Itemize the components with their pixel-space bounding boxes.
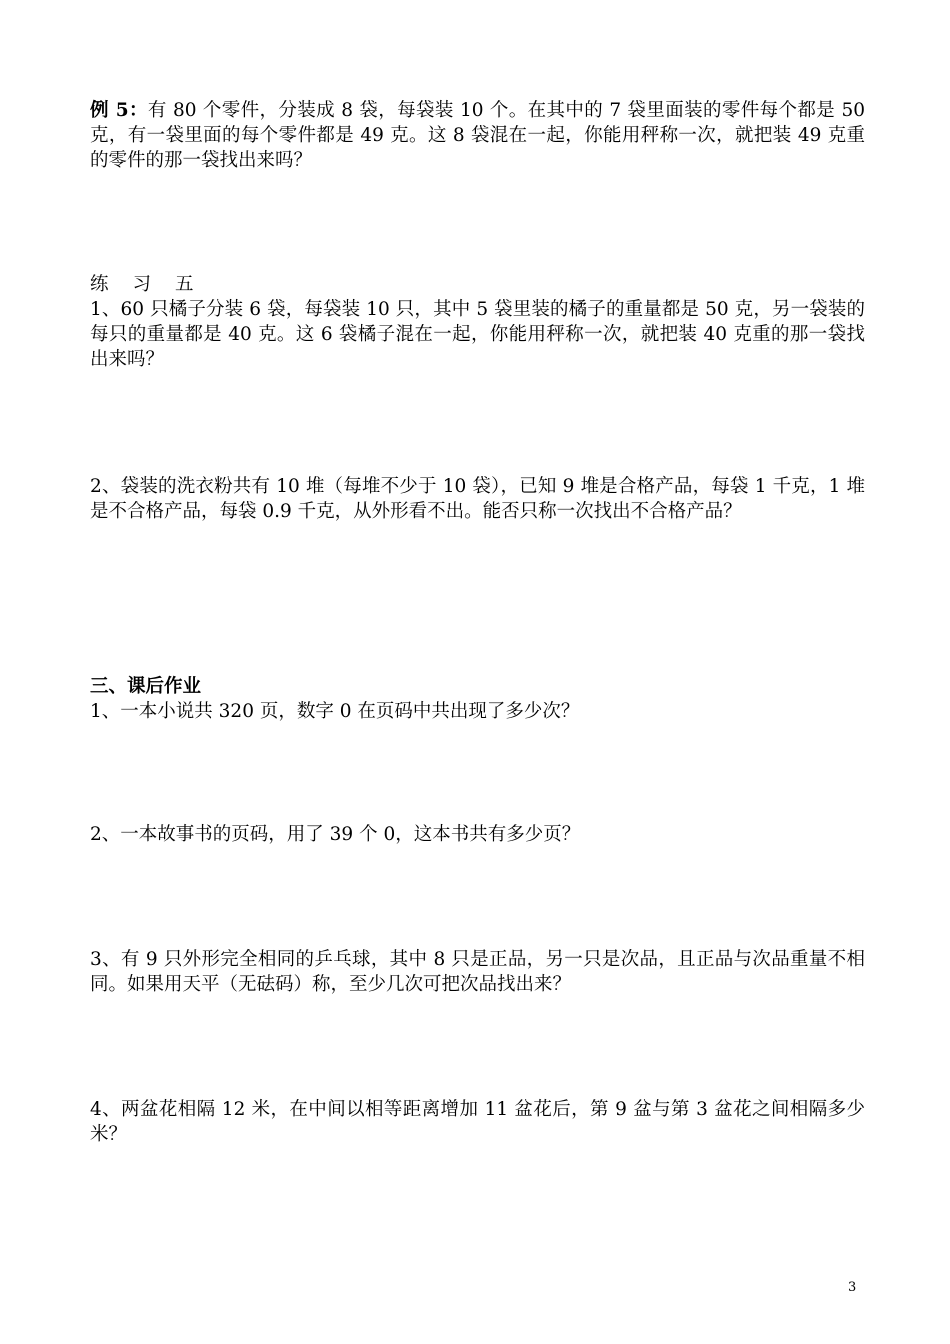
practice-5-heading-char-3: 五 [175,274,194,295]
page-number: 3 [848,1280,857,1295]
homework-item-2: 2、一本故事书的页码，用了 39 个 0，这本书共有多少页？ [90,824,581,845]
homework-item-1: 1、一本小说共 320 页，数字 0 在页码中共出现了多少次？ [90,701,580,722]
example-5-paragraph [90,98,865,173]
practice-5-item-1: 1、60 只橘子分装 6 袋，每袋装 10 只，其中 5 袋里装的橘子的重量都是 50 克，另一袋装的每只的重量都是 40 克。这 6 袋橘子混在一起，你能用秤称一次，就把装 40 克重的那一袋找出来吗？ [90,299,865,370]
example-5-text: 有 80 个零件，分装成 8 袋，每袋装 10 个。在其中的 7 袋里面装的零件每个都是 50 克，有一袋里面的每个零件都是 49 克。这 8 袋混在一起，你能用秤称一次，就把装 49 克重的零件的那一袋找出来吗？ [90,100,865,171]
homework-item-4: 4、两盆花相隔 12 米，在中间以相等距离增加 11 盆花后，第 9 盆与第 3 盆花之间相隔多少米？ [90,1099,865,1145]
example-5-label: 例 5： [90,100,148,121]
homework-heading: 三、课后作业 [90,676,202,697]
practice-5-heading-char-1: 练 [90,274,109,295]
homework-item-3: 3、有 9 只外形完全相同的乒乓球，其中 8 只是正品，另一只是次品，且正品与次品重量不相同。如果用天平（无砝码）称，至少几次可把次品找出来？ [90,949,865,995]
practice-5-item-2: 2、袋装的洗衣粉共有 10 堆（每堆不少于 10 袋），已知 9 堆是合格产品，每袋 1 千克，1 堆是不合格产品，每袋 0.9 千克，从外形看不出。能否只称一次找出不合格产品？ [90,476,865,522]
practice-5-heading-char-2: 习 [132,274,152,295]
practice-5-heading [90,272,865,297]
